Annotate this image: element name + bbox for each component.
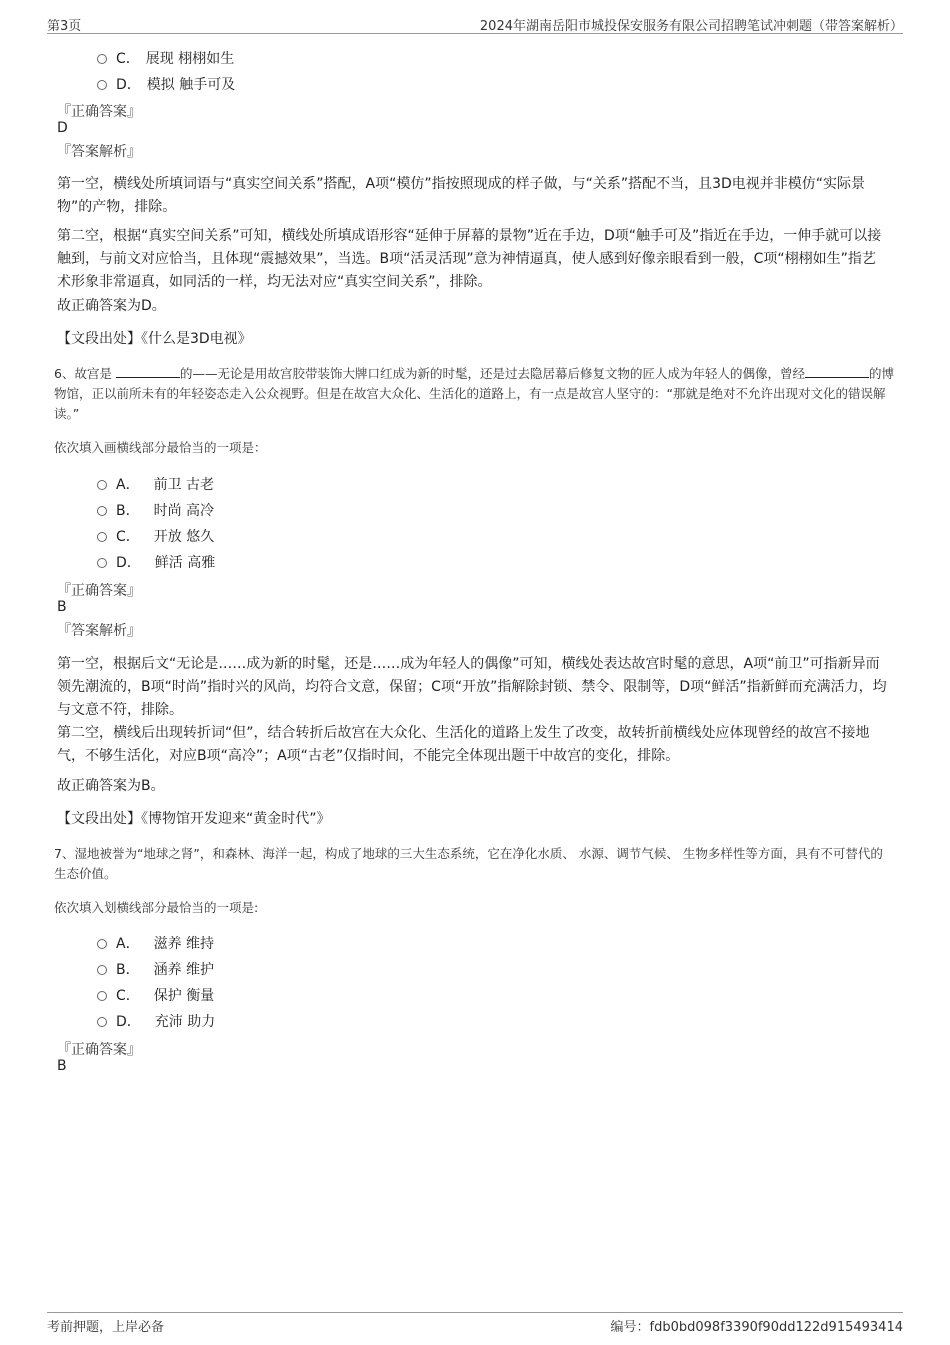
radio-icon[interactable] (97, 991, 107, 1001)
q6-option-c[interactable]: C． 开放 悠久 (97, 526, 214, 546)
radio-icon[interactable] (97, 1017, 107, 1027)
q6-prompt: 依次填入画横线部分最恰当的一项是： (54, 440, 267, 455)
q6-conclusion: 故正确答案为B。 (57, 778, 165, 794)
q6-option-d[interactable]: D． 鲜活 高雅 (97, 552, 215, 572)
q5-option-d[interactable]: D． 模拟 触手可及 (97, 74, 235, 94)
blank-line (116, 365, 180, 378)
q6-option-a[interactable]: A． 前卫 古老 (97, 474, 214, 494)
q5-answer: D (57, 120, 68, 136)
q6-source: 【文段出处】《博物馆开发迎来“黄金时代”》 (57, 811, 331, 827)
q7-prompt: 依次填入划横线部分最恰当的一项是: (54, 900, 259, 915)
radio-icon[interactable] (97, 80, 107, 90)
radio-icon[interactable] (97, 506, 107, 516)
q6-analysis-paragraph: 第一空，根据后文“无论是……成为新的时髦，还是……成为年轻人的偶像”可知，横线处表达故宫时髦的意思，A项“前卫”可指新异而领先潮流的，B项“时尚”指时兴的风尚，均符合文意，保留；C项“开放”指解除封锁、禁令、限制等，D项“鲜活”指新鲜而充满活力，均与文意不符，排除。 (57, 656, 887, 718)
blank-line (805, 365, 869, 378)
q7-option-a[interactable]: A． 滋养 维持 (97, 933, 214, 953)
page-number: 第3页 (47, 19, 82, 34)
radio-icon[interactable] (97, 939, 107, 949)
q5-analysis-paragraph: 第二空，根据“真实空间关系”可知，横线处所填成语形容“延伸于屏幕的景物”近在手边，D项“触手可及”指近在手边，一伸手就可以接触到，与前文对应恰当，且体现“震撼效果”，当选。B项“活灵活现”意为神情逼真，使人感到好像亲眼看到一般，C项“栩栩如生”指艺术形象非常逼真，如同活的一样，均无法对应“真实空间关系”，排除。 (57, 228, 882, 290)
q5-analysis-label: 『答案解析』 (57, 144, 141, 160)
footer-slogan: 考前押题，上岸必备 (47, 1320, 165, 1335)
radio-icon[interactable] (97, 558, 107, 568)
document-id: 编号：fdb0bd098f3390f90dd122d915493414 (610, 1320, 903, 1335)
page-footer (47, 1312, 903, 1335)
q7-option-b[interactable]: B． 涵养 维护 (97, 959, 214, 979)
radio-icon[interactable] (97, 480, 107, 490)
q5-answer-label: 『正确答案』 (57, 104, 141, 120)
q6-answer: B (57, 599, 67, 615)
q7-answer-label: 『正确答案』 (57, 1042, 141, 1058)
q7-option-c[interactable]: C． 保护 衡量 (97, 985, 214, 1005)
radio-icon[interactable] (97, 532, 107, 542)
radio-icon[interactable] (97, 965, 107, 975)
q7-stem: 7、湿地被誉为“地球之肾”，和森林、海洋一起，构成了地球的三大生态系统，它在净化水质、 水源、调节气候、 生物多样性等方面，具有不可替代的生态价值。 (54, 846, 883, 881)
q6-stem: 6、故宫是 的——无论是用故宫胶带装饰大牌口红成为新的时髦，还是过去隐居幕后修复文物的匠人成为年轻人的偶像，曾经 的博物馆，正以前所未有的年轻姿态走入公众视野。但是在故宫大众化、生活化的道路上，有一点是故宫人坚守的：“那就是绝对不允许出现对文化的错误解读。” (54, 366, 894, 421)
q6-answer-label: 『正确答案』 (57, 583, 141, 599)
q7-option-d[interactable]: D． 充沛 助力 (97, 1011, 215, 1031)
radio-icon[interactable] (97, 54, 107, 64)
q5-conclusion: 故正确答案为D。 (57, 298, 166, 314)
q6-option-b[interactable]: B． 时尚 高冷 (97, 500, 214, 520)
q5-analysis-paragraph: 第一空，横线处所填词语与“真实空间关系”搭配，A项“模仿”指按照现成的样子做，与“关系”搭配不当，且3D电视并非模仿“实际景物”的产物，排除。 (57, 176, 866, 215)
q6-analysis-paragraph: 第二空，横线后出现转折词“但”，结合转折后故宫在大众化、生活化的道路上发生了改变，故转折前横线处应体现曾经的故宫不接地气，不够生活化，对应B项“高冷”；A项“古老”仅指时间，不能完全体现出题干中故宫的变化，排除。 (57, 725, 870, 764)
q5-option-c[interactable]: C． 展现 栩栩如生 (97, 48, 234, 68)
q5-source: 【文段出处】《什么是3D电视》 (57, 331, 252, 347)
document-title: 2024年湖南岳阳市城投保安服务有限公司招聘笔试冲刺题（带答案解析） (479, 19, 903, 34)
q6-analysis-label: 『答案解析』 (57, 623, 141, 639)
q7-answer: B (57, 1058, 67, 1074)
